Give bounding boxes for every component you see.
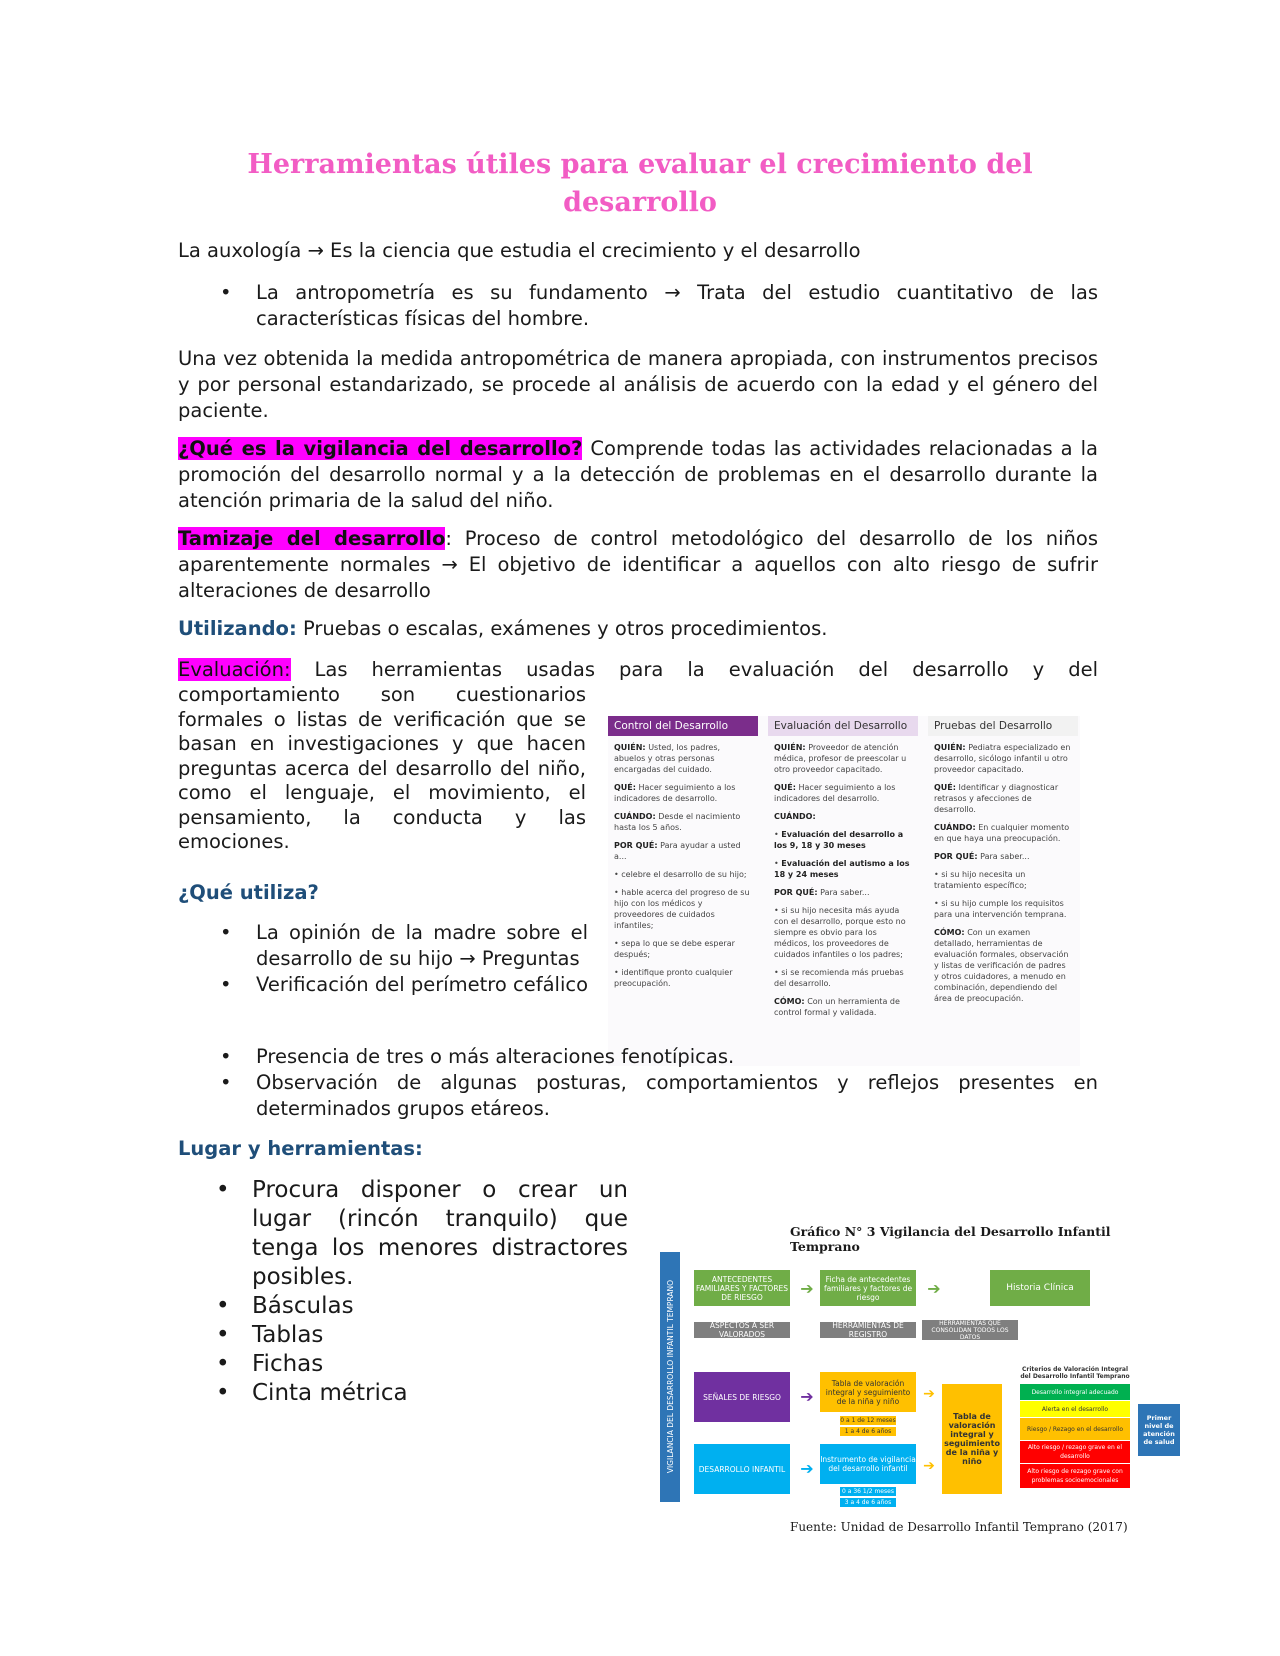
criterio-row: Alto riesgo / rezago grave en el desarrollo [1020,1441,1130,1463]
bullet-icon: • [216,1322,230,1348]
bullet-icon: • [220,281,232,304]
bullet-icon: • [216,1293,230,1319]
list-item: • Procura disponer o crear un lugar (rincón tranquilo) que tenga los menores distractores posibles. [216,1177,628,1290]
herramientas-consolidan-box: HERRAMIENTAS QUE CONSOLIDAN TODOS LOS DATOS [922,1320,1018,1340]
bullet-icon: • [216,1351,230,1377]
aspectos-box: ASPECTOS A SER VALORADOS [694,1322,790,1338]
tabla-valoracion-box: Tabla de valoración integral y seguimiento de la niña y niño [820,1372,916,1412]
tamizaje-paragraph: Tamizaje del desarrollo: Proceso de control metodológico del desarrollo de los niños aparentemente normales → El objetivo de identificar a aquellos con alto riesgo de sufrir alteraciones de desarrollo [178,527,1098,602]
list-item: • Básculas [216,1293,354,1319]
antropometria-list [178,280,1098,332]
list-item: • Verificación del perímetro cefálico [220,973,589,996]
evaluacion-first-line: Evaluación: Las herramientas usadas para la evaluación del desarrollo y del [178,658,1098,681]
arrow-right-icon: ➔ [923,1457,935,1474]
arrow-right-icon: ➔ [927,1278,941,1298]
lugar-list [174,1176,628,1408]
auxologia-paragraph: La auxología → Es la ciencia que estudia el crecimiento y el desarrollo [178,239,861,262]
que-utiliza-list-wide [178,1044,1098,1122]
vigilancia-paragraph: ¿Qué es la vigilancia del desarrollo? Comprende todas las actividades relacionadas a la promoción del desarrollo normal y a la detección de problemas en el desarrollo durante la atención primaria de la salud del niño. [178,437,1099,512]
arrow-right-icon: ➔ [800,1278,814,1298]
arrow-right-icon: → [441,553,458,576]
tabla-integral-box: Tabla de valoración integral y seguimiento de la niña y niño [942,1384,1002,1494]
arrow-right-icon: → [307,239,324,262]
table-column-evaluacion: Evaluación del Desarrollo QUIÉN: Proveedor de atención médica, profesor de preescolar u otro proveedor capacitado. QUÉ: Hacer seguimiento a los indicadores del desarrollo. CUÁNDO: • Evaluación del desarrollo a los 9, 18 y 30 meses • Evaluación del autismo a los 18 y 24 meses POR QUÉ: Para saber... • si su hijo necesita más ayuda con el desarrollo, porque esto no siempre es obvio para los médicos, los proveedores de cuidados infantiles o los padres; • si se recomienda más pruebas del desarrollo. CÓMO: Con un herramienta de control formal y validada. [768,716,918,1066]
evaluacion-highlight: Evaluación: [178,658,291,681]
antecedentes-box: ANTECEDENTES FAMILIARES Y FACTORES DE RIESGO [694,1270,790,1306]
age-range-badge: 0 a 1 de 12 meses [840,1417,896,1424]
lugar-heading: Lugar y herramientas: [178,1137,423,1160]
criterios-title: Criterios de Valoración Integral del Desarrollo Infantil Temprano [1020,1366,1130,1380]
page-title: Herramientas útiles para evaluar el crecimiento del desarrollo [247,149,1033,218]
bullet-icon: • [216,1177,230,1203]
list-item: • Observación de algunas posturas, comportamientos y reflejos presentes en determinados grupos etáreos. [220,1071,1098,1120]
que-utiliza-list-narrow [178,920,588,998]
senales-box: SEÑALES DE RIESGO [694,1372,790,1422]
vigilancia-diagram [660,1224,1200,1544]
criterio-row: Riesgo / Rezago en el desarrollo [1020,1418,1130,1440]
column-header: Pruebas del Desarrollo [928,716,1078,736]
utilizando-label: Utilizando: [178,617,297,640]
bullet-icon: • [216,1380,230,1406]
tamizaje-highlight: Tamizaje del desarrollo [178,527,446,550]
utilizando-paragraph: Utilizando: Pruebas o escalas, exámenes y otros procedimientos. [178,617,828,640]
list-item: • La antropometría es su fundamento → Trata del estudio cuantitativo de las características físicas del hombre. [220,281,1098,330]
bullet-icon: • [220,921,232,944]
list-item: • La opinión de la madre sobre el desarrollo de su hijo → Preguntas [220,921,588,970]
bullet-icon: • [220,1071,232,1094]
list-item: • Cinta métrica [216,1380,408,1406]
age-range-badge: 0 a 36 1/2 meses [840,1487,896,1496]
bullet-icon: • [220,973,232,996]
diagram-source: Fuente: Unidad de Desarrollo Infantil Temprano (2017) [790,1520,1128,1534]
side-banner: VIGILANCIA DEL DESARROLLO INFANTIL TEMPRANO [660,1252,680,1502]
table-column-pruebas: Pruebas del Desarrollo QUIÉN: Pediatra especializado en desarrollo, sicólogo infantil u otro proveedor capacitado. QUÉ: Identificar y diagnosticar retrasos y afecciones de desarrollo. CUÁNDO: En cualquier momento en que haya una preocupación. POR QUÉ: Para saber... • si su hijo necesita un tratamiento específico; • si su hijo cumple los requisitos para una intervención temprana. CÓMO: Con un examen detallado, herramientas de evaluación formales, observación y listas de verificación de padres y otros cuidadores, a menudo en combinación, dependiendo del área de preocupación. [928,716,1078,1066]
arrow-right-icon: ➔ [923,1385,935,1402]
diagram-title: Gráfico N° 3 Vigilancia del Desarrollo Infantil Temprano [790,1224,1111,1254]
age-range-badge: 1 a 4 de 6 años [840,1427,896,1436]
list-item: • Tablas [216,1322,324,1348]
vigilancia-highlight: ¿Qué es la vigilancia del desarrollo? [178,437,583,460]
column-header: Control del Desarrollo [608,716,758,736]
historia-box: Historia Clínica [990,1270,1090,1306]
criterio-row: Alto riesgo de rezago grave con problemas socioemocionales [1020,1464,1130,1488]
arrow-right-icon: ➔ [800,1386,814,1406]
criterio-row: Alerta en el desarrollo [1020,1401,1130,1417]
primer-nivel-box: Primer nivel de atención de salud [1138,1404,1180,1456]
list-item: • Presencia de tres o más alteraciones fenotípicas. [220,1045,735,1068]
medida-paragraph: Una vez obtenida la medida antropométrica de manera apropiada, con instrumentos precisos y por personal estandarizado, se procede al análisis de acuerdo con la edad y el género del paciente. [178,347,1098,422]
instrumento-box: Instrumento de vigilancia del desarrollo infantil [820,1444,916,1484]
herramientas-box: HERRAMIENTAS DE REGISTRO [820,1322,916,1338]
que-utiliza-heading: ¿Qué utiliza? [178,881,319,904]
arrow-right-icon: ➔ [800,1458,814,1478]
list-item: • Fichas [216,1351,324,1377]
evaluacion-paragraph: comportamiento son cuestionarios formales o listas de verificación que se basan en investigaciones y que hacen preguntas acerca del desarrollo del niño, como el lenguaje, el movimiento, el pensamiento, la conducta y las emociones. [178,683,586,853]
column-header: Evaluación del Desarrollo [768,716,918,736]
arrow-right-icon: → [664,281,681,304]
arrow-right-icon: → [459,947,476,970]
desarrollo-box: DESARROLLO INFANTIL [694,1444,790,1494]
ficha-box: Ficha de antecedentes familiares y factores de riesgo [820,1270,916,1306]
criterio-row: Desarrollo integral adecuado [1020,1384,1130,1400]
bullet-icon: • [220,1045,232,1068]
table-column-control: Control del Desarrollo QUIÉN: Usted, los padres, abuelos y otras personas encargadas del cuidado. QUÉ: Hacer seguimiento a los indicadores de desarrollo. CUÁNDO: Desde el nacimiento hasta los 5 años. POR QUÉ: Para ayudar a usted a... • celebre el desarrollo de su hijo; • hable acerca del progreso de su hijo con los médicos y proveedores de cuidados infantiles; • sepa lo que se debe esperar después; • identifique pronto cualquier preocupación. [608,716,758,1066]
age-range-badge: 3 a 4 de 6 años [840,1498,896,1507]
